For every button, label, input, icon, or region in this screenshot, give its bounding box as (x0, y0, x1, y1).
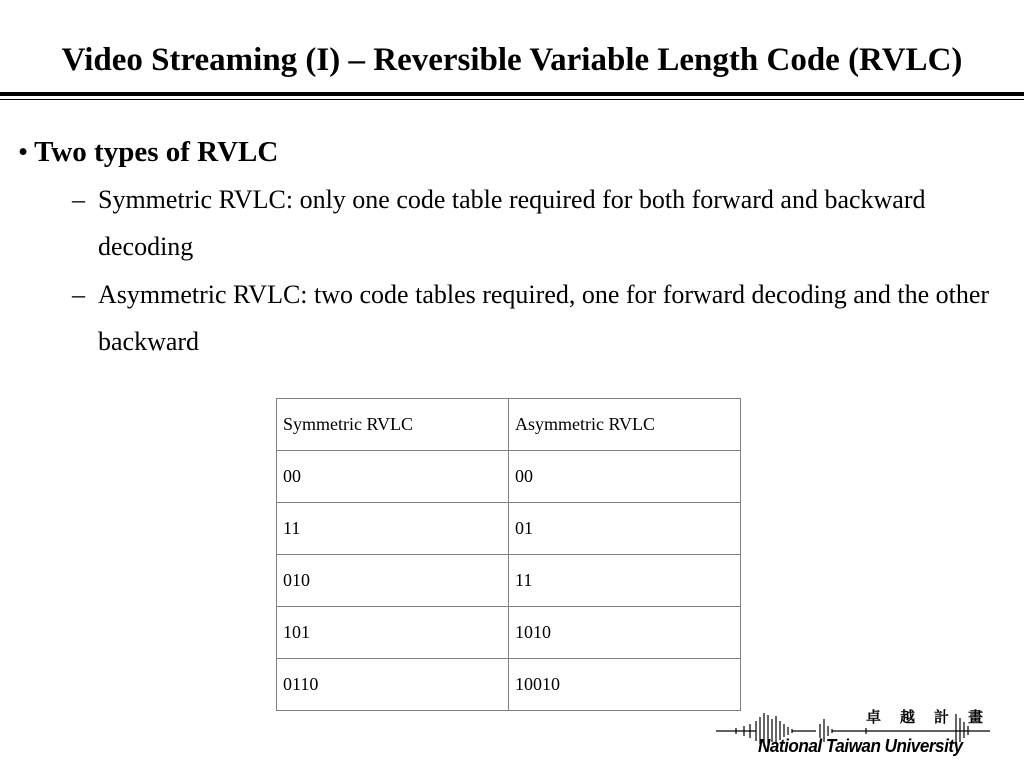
sub-bullet-symmetric (72, 176, 998, 270)
sub-bullet-text: Asymmetric RVLC: two code tables required, one for forward decoding and the other backward (98, 280, 990, 356)
table-cell: 00 (509, 451, 741, 503)
table-header-row (277, 399, 741, 451)
sub-bullet-text: Symmetric RVLC: only one code table required for both forward and backward decoding (98, 185, 926, 261)
logo-chinese-text: 卓越計畫 (866, 708, 1003, 726)
table-cell: 1010 (509, 607, 741, 659)
main-bullet-text: Two types of RVLC (34, 136, 279, 168)
bullet-marker: • (18, 136, 29, 168)
table-cell: 11 (277, 503, 509, 555)
rvlc-code-table (276, 398, 741, 711)
table-row (277, 555, 741, 607)
table-cell: 010 (277, 555, 509, 607)
slide-title: Video Streaming (I) – Reversible Variable Length Code (RVLC) (61, 42, 963, 78)
sub-bullet-dash: – (72, 185, 85, 214)
table-cell: 01 (509, 503, 741, 555)
sub-bullet-dash: – (72, 280, 85, 309)
table-cell: 00 (277, 451, 509, 503)
table-cell: 11 (509, 555, 741, 607)
logo-university-name: National Taiwan University (758, 736, 963, 756)
table-row (277, 607, 741, 659)
table-row (277, 503, 741, 555)
table-cell: 101 (277, 607, 509, 659)
table-cell: 10010 (509, 659, 741, 711)
main-bullet (18, 133, 278, 171)
sub-bullet-asymmetric (72, 271, 998, 365)
table-row (277, 659, 741, 711)
table-cell: 0110 (277, 659, 509, 711)
table-row (277, 451, 741, 503)
table-header-cell: Symmetric RVLC (277, 399, 509, 451)
title-rule-thick (0, 92, 1024, 96)
title-rule-thin (0, 99, 1024, 100)
table-header-cell: Asymmetric RVLC (509, 399, 741, 451)
